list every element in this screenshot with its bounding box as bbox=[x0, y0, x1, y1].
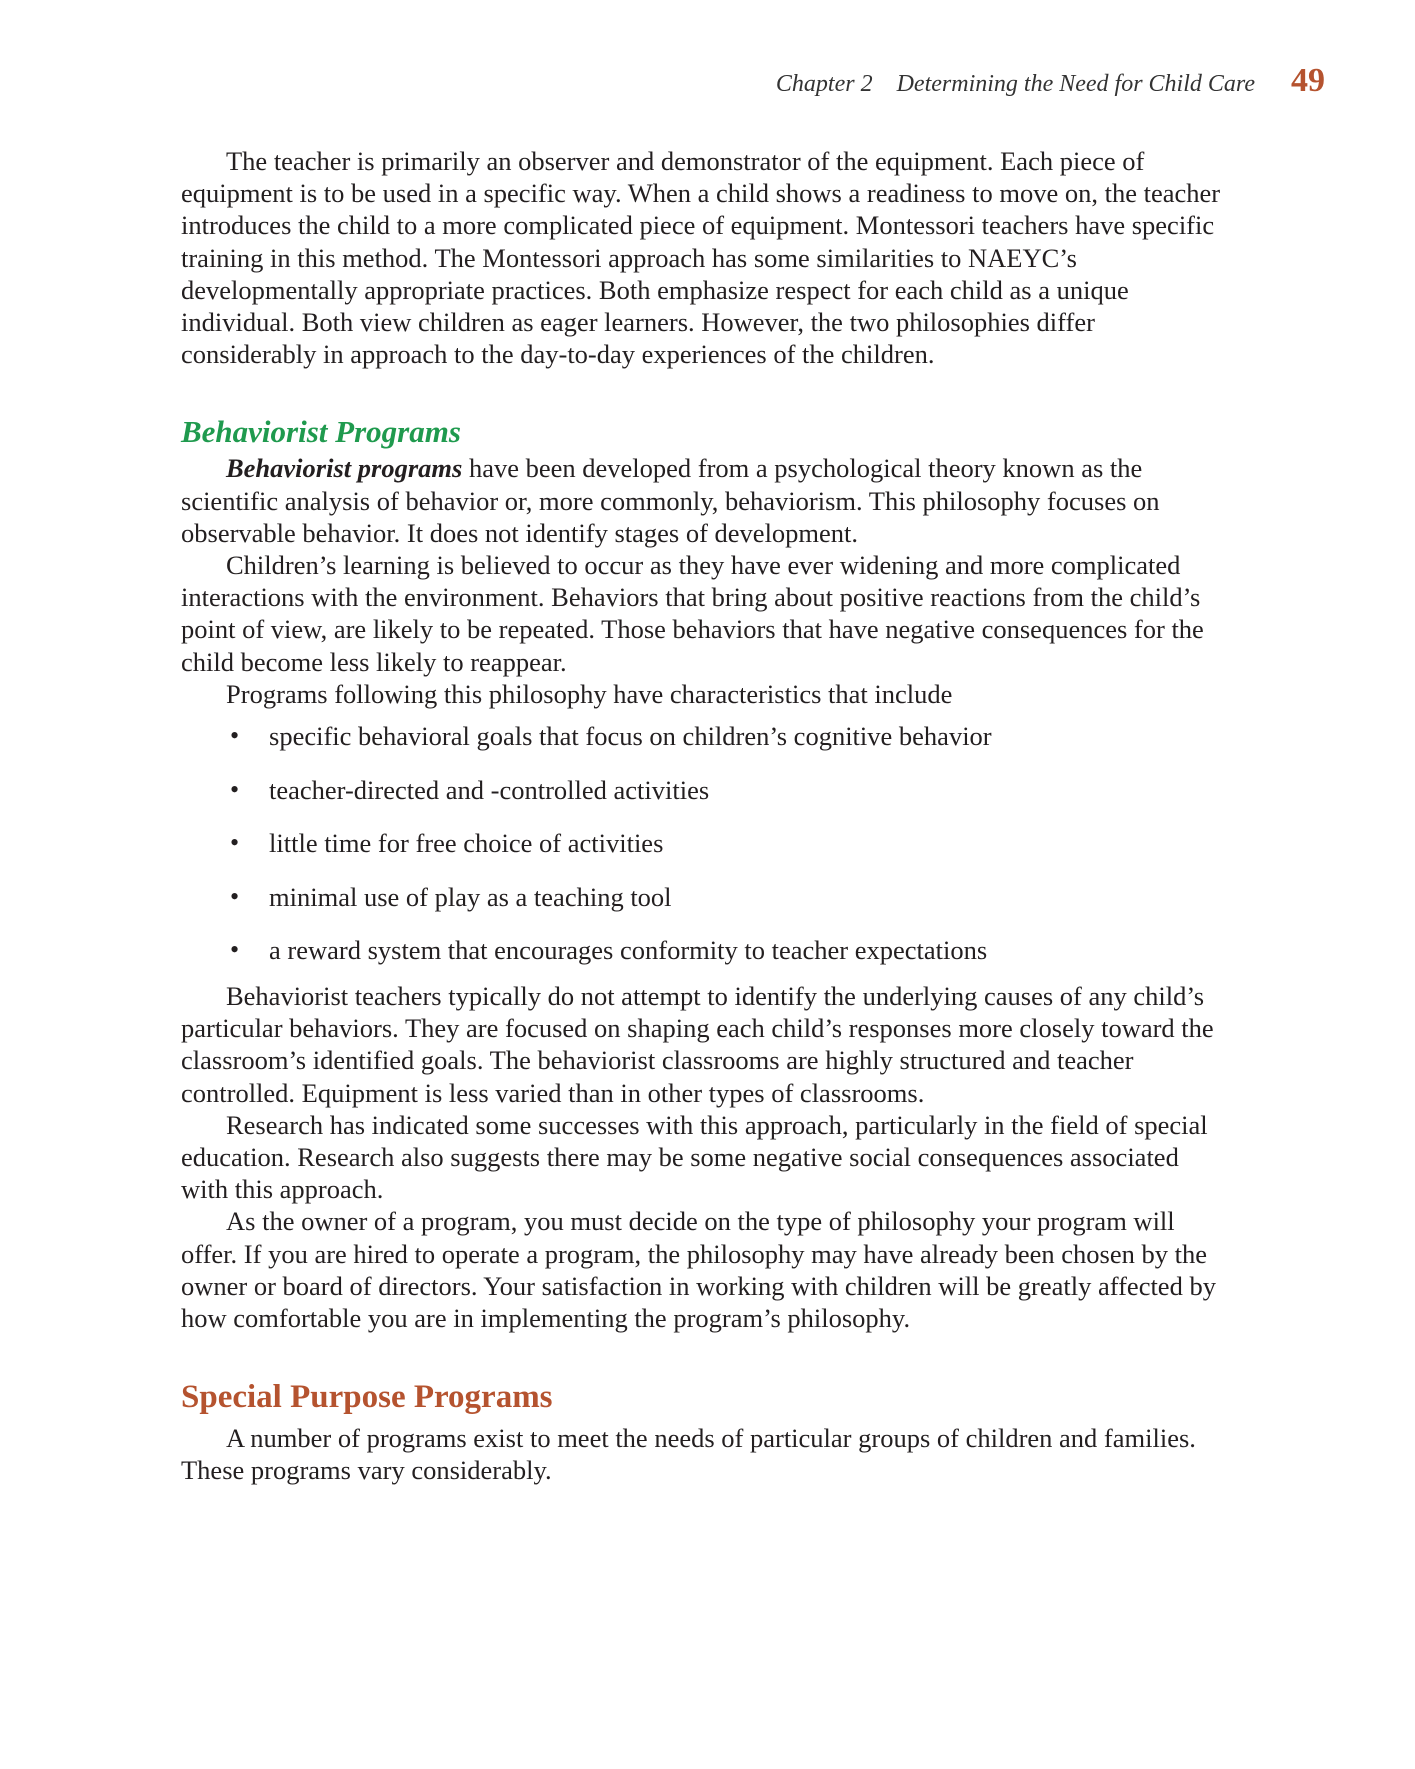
main-content bbox=[181, 145, 1223, 1487]
list-item-text: specific behavioral goals that focus on children’s cognitive behavior bbox=[269, 721, 992, 752]
page-number: 49 bbox=[1291, 62, 1325, 99]
bullet-icon: • bbox=[230, 828, 240, 858]
key-term: Behaviorist programs bbox=[226, 453, 463, 484]
behaviorist-paragraph-6: As the owner of a program, you must decide on the type of philosophy your program will offer. If you are hired to operate a program, the philosophy may have already been chosen by the owner or board of directors. Your satisfaction in working with children will be greatly affected by how comfortable you are in implementing the program’s philosophy. bbox=[181, 1206, 1216, 1334]
behaviorist-paragraph-3: Programs following this philosophy have characteristics that include bbox=[226, 678, 953, 709]
intro-paragraph: The teacher is primarily an observer and demonstrator of the equipment. Each piece of equipment is to be used in a specific way. When a child shows a readiness to move on, the teacher introduces the child to a more complicated piece of equipment. Montessori teachers have specific training in this method. The Montessori approach has some similarities to NAEYC’s developmentally appropriate practices. Both emphasize respect for each child as a unique individual. Both view children as eager learners. However, the two philosophies differ considerably in approach to the day-to-day experiences of the children. bbox=[181, 146, 1221, 370]
list-item-text: teacher-directed and -controlled activities bbox=[269, 774, 710, 805]
special-purpose-heading: Special Purpose Programs bbox=[181, 1379, 553, 1416]
bullet-icon: • bbox=[230, 935, 240, 965]
list-item-text: little time for free choice of activities bbox=[269, 828, 664, 859]
list-item bbox=[226, 934, 1223, 966]
behaviorist-paragraph-4: Behaviorist teachers typically do not attempt to identify the underlying causes of any child’s particular behaviors. They are focused on shaping each child’s responses more closely toward the classroom’s identified goals. The behaviorist classrooms are highly structured and teacher controlled. Equipment is less varied than in other types of classrooms. bbox=[181, 981, 1214, 1108]
list-item bbox=[226, 881, 1223, 913]
list-item bbox=[226, 720, 1223, 752]
bullet-icon: • bbox=[230, 881, 240, 911]
special-purpose-paragraph: A number of programs exist to meet the needs of particular groups of children and families. These programs vary considerably. bbox=[181, 1423, 1196, 1486]
list-item bbox=[226, 774, 1223, 806]
list-item bbox=[226, 827, 1223, 859]
behaviorist-paragraph-1-text: have been developed from a psychological theory known as the scientific analysis of behavior or, more commonly, behaviorism. This philosophy focuses on observable behavior. It does not identify stages of development. bbox=[181, 453, 1160, 548]
characteristics-list bbox=[181, 720, 1223, 966]
behaviorist-paragraph-2: Children’s learning is believed to occur as they have ever widening and more complicated interactions with the environment. Behaviors that bring about positive reactions from the child’s point of view, are likely to be repeated. Those behaviors that have negative consequences for the child become less likely to reappear. bbox=[181, 550, 1204, 677]
list-item-text: a reward system that encourages conformity to teacher expectations bbox=[269, 935, 988, 966]
chapter-title: Chapter 2 Determining the Need for Child Care bbox=[775, 71, 1255, 97]
running-head bbox=[776, 62, 1325, 100]
list-item-text: minimal use of play as a teaching tool bbox=[269, 881, 672, 912]
behaviorist-heading: Behaviorist Programs bbox=[181, 414, 461, 450]
behaviorist-paragraph-5: Research has indicated some successes with this approach, particularly in the field of special education. Research also suggests there may be some negative social consequences associated with this approach. bbox=[181, 1109, 1208, 1205]
bullet-icon: • bbox=[230, 721, 240, 751]
behaviorist-paragraph-1 bbox=[181, 452, 1223, 549]
bullet-icon: • bbox=[230, 774, 240, 804]
